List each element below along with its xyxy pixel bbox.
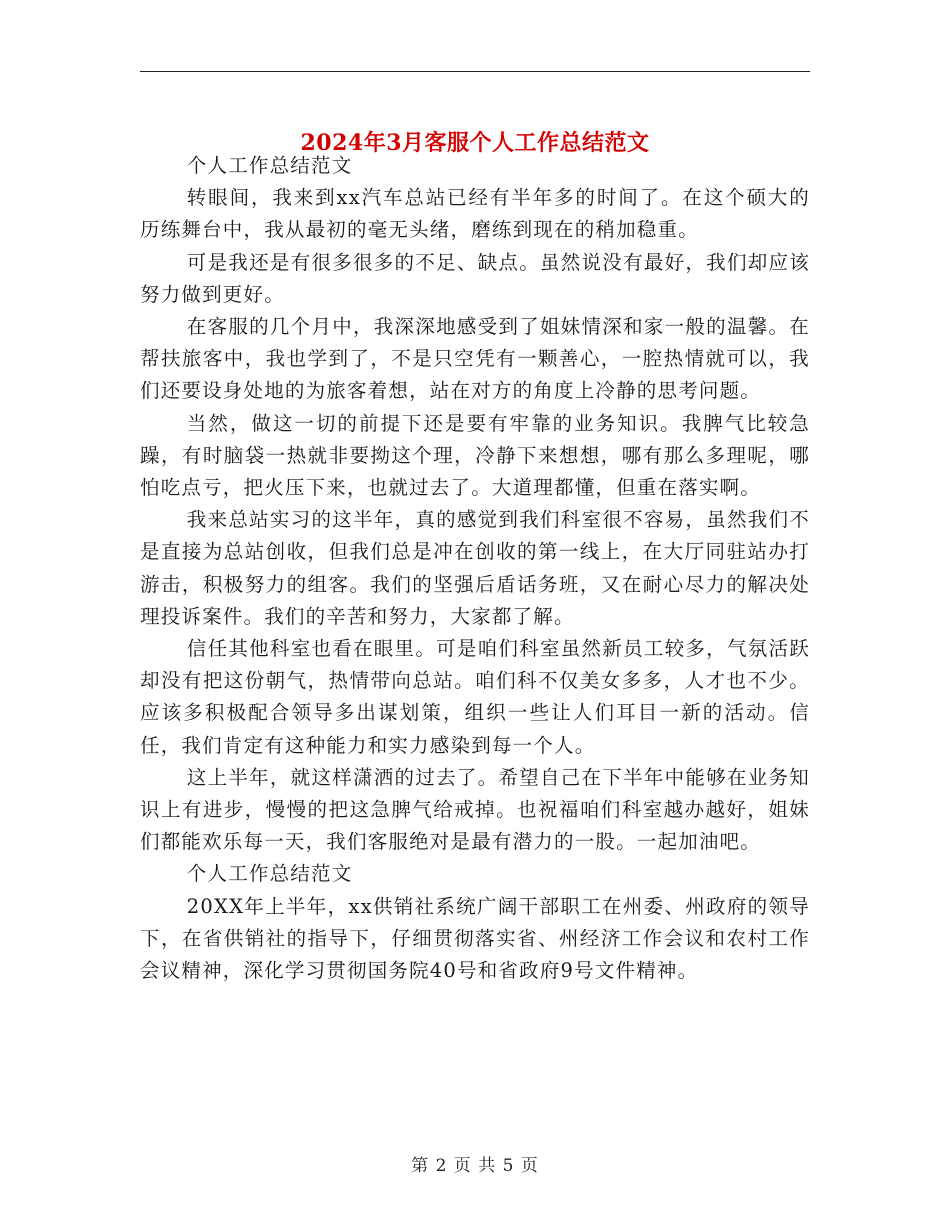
paragraph: 当然，做这一切的前提下还是要有牢靠的业务知识。我脾气比较急躁，有时脑袋一热就非要拗这个理，冷静下来想想，哪有那么多理呢，哪怕吃点亏，把火压下来，也就过去了。大道理都懂，但重在落实啊。 (140, 411, 810, 500)
paragraph-subheading-1: 个人工作总结范文 (186, 154, 353, 177)
header-rule (140, 71, 810, 72)
paragraph: 转眼间，我来到xx汽车总站已经有半年多的时间了。在这个硕大的历练舞台中，我从最初的毫无头绪，磨练到现在的稍加稳重。 (140, 186, 810, 242)
paragraph: 我来总站实习的这半年，真的感觉到我们科室很不容易，虽然我们不是直接为总站创收，但我们总是冲在创收的第一线上，在大厅同驻站办打游击，积极努力的组客。我们的坚强后盾话务班，又在耐心尽力的解决处理投诉案件。我们的辛苦和努力，大家都了解。 (140, 508, 810, 628)
paragraph: 在客服的几个月中，我深深地感受到了姐妹情深和家一般的温馨。在帮扶旅客中，我也学到了，不是只空凭有一颗善心，一腔热情就可以，我们还要设身处地的为旅客着想，站在对方的角度上冷静的思考问题。 (140, 315, 810, 403)
page-footer: 第 2 页 共 5 页 (411, 1156, 539, 1176)
paragraph: 可是我还是有很多很多的不足、缺点。虽然说没有最好，我们却应该努力做到更好。 (140, 250, 810, 306)
paragraph: 这上半年，就这样潇洒的过去了。希望自己在下半年中能够在业务知识上有进步，慢慢的把这急脾气给戒掉。也祝福咱们科室越办越好，姐妹们都能欢乐每一天，我们客服绝对是最有潜力的一股。一起加油吧。 (140, 765, 810, 854)
paragraph-subheading-2: 个人工作总结范文 (186, 862, 353, 886)
paragraph: 20XX年上半年，xx供销社系统广阔干部职工在州委、州政府的领导下，在省供销社的指导下，仔细贯彻落实省、州经济工作会议和农村工作会议精神，深化学习贯彻国务院40号和省政府9号文件精神。 (140, 894, 810, 983)
document-title: 2024年3月客服个人工作总结范文 (300, 129, 650, 156)
paragraph: 信任其他科室也看在眼里。可是咱们科室虽然新员工较多，气氛活跃却没有把这份朝气，热情带向总站。咱们科不仅美女多多，人才也不少。应该多积极配合领导多出谋划策，组织一些让人们耳目一新的活动。信任，我们肯定有这种能力和实力感染到每一个人。 (140, 637, 810, 757)
document-body (140, 150, 810, 987)
